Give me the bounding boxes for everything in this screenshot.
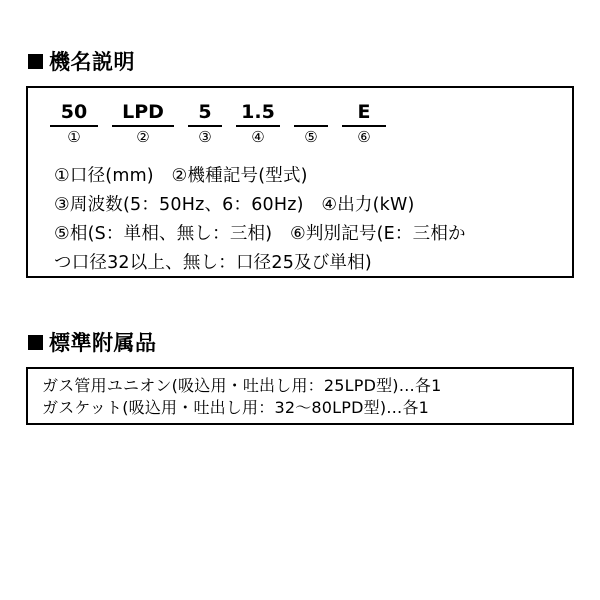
model-code-legend — [54, 162, 554, 278]
model-code-value: 1.5 — [236, 102, 280, 127]
model-code-index: ⑤ — [304, 128, 318, 146]
model-designation-box — [26, 86, 574, 278]
model-code-value: 5 — [188, 102, 222, 127]
standard-accessories-box — [26, 367, 574, 425]
legend-line: つ口径32以上、無し：口径25及び単相) — [54, 253, 372, 273]
section-heading-standard-accessories — [28, 327, 157, 357]
model-code-index: ① — [67, 128, 81, 146]
model-code-index: ④ — [251, 128, 265, 146]
section-heading-label: 標準附属品 — [49, 331, 157, 355]
model-code-segment-2 — [112, 102, 174, 146]
square-bullet-icon — [28, 335, 43, 350]
legend-line: ⑤相(S：単相、無し：三相) ⑥判別記号(E：三相か — [54, 224, 466, 244]
model-code-value — [294, 102, 328, 127]
model-code-value: 50 — [50, 102, 98, 127]
model-code-index: ③ — [198, 128, 212, 146]
model-code-segment-3 — [188, 102, 222, 146]
model-code-segment-5 — [294, 102, 328, 146]
legend-line: ①口径(mm) ②機種記号(型式) — [54, 166, 308, 186]
model-code-value: LPD — [112, 102, 174, 127]
model-code-segment-1 — [50, 102, 98, 146]
model-code-segment-4 — [236, 102, 280, 146]
model-code-index: ② — [136, 128, 150, 146]
legend-line: ③周波数(5：50Hz、6：60Hz) ④出力(kW) — [54, 195, 415, 215]
model-code-segment-6 — [342, 102, 386, 146]
model-code-value: E — [342, 102, 386, 127]
square-bullet-icon — [28, 54, 43, 69]
accessory-line: ガスケット(吸込用・吐出し用：32〜80LPD型)…各1 — [42, 398, 430, 417]
model-code-index: ⑥ — [357, 128, 371, 146]
section-heading-model-designation — [28, 46, 135, 76]
accessory-list — [42, 375, 564, 419]
accessory-line: ガス管用ユニオン(吸込用・吐出し用：25LPD型)…各1 — [42, 376, 442, 395]
section-heading-label: 機名説明 — [49, 50, 135, 74]
model-code-row — [28, 102, 572, 146]
